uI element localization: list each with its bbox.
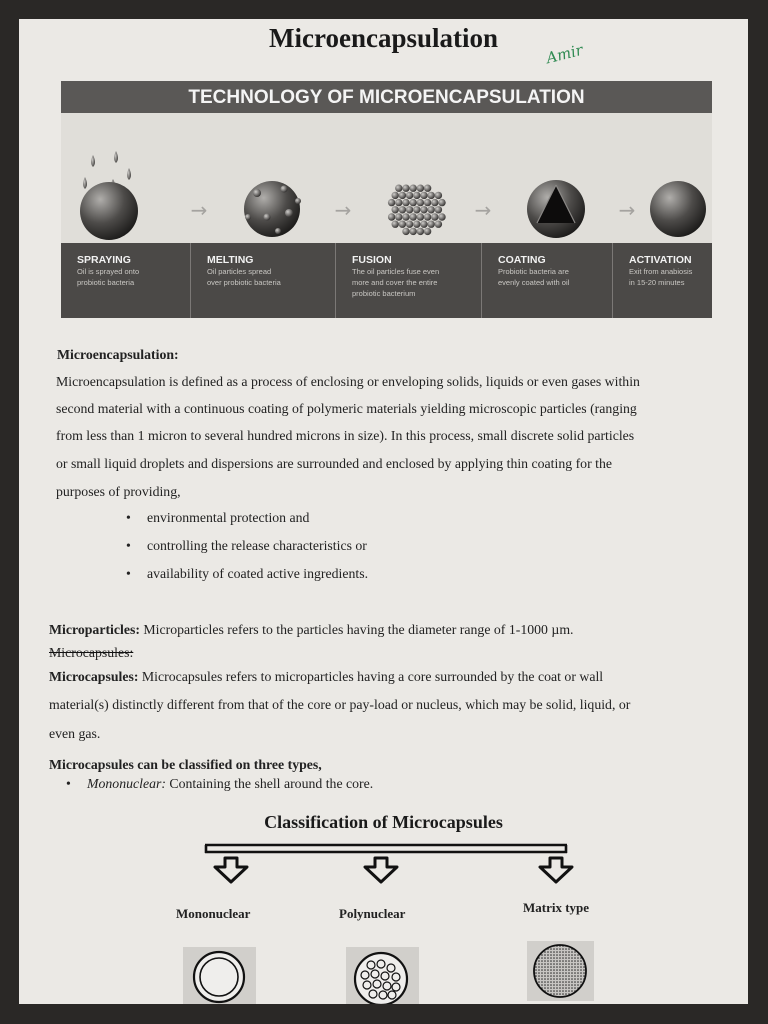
oil-bead bbox=[420, 192, 427, 199]
oil-bead bbox=[435, 206, 442, 213]
oil-bead bbox=[388, 199, 395, 206]
oil-bead bbox=[435, 192, 442, 199]
oil-bead bbox=[410, 185, 417, 192]
oil-bead bbox=[428, 192, 435, 199]
step-activation bbox=[613, 243, 712, 318]
step-description: more and cover the entire bbox=[352, 278, 438, 287]
oil-bead bbox=[388, 213, 395, 220]
step-description: probiotic bacteria bbox=[77, 278, 135, 287]
oil-bead bbox=[406, 221, 413, 228]
microcapsules-label: Microcapsules: bbox=[49, 669, 139, 684]
activation-stage-icon bbox=[650, 181, 706, 237]
step-title: SPRAYING bbox=[77, 254, 131, 266]
definition-line: from less than 1 micron to several hundred microns in size). In this process, small discrete solid particles bbox=[56, 428, 635, 443]
step-description: over probiotic bacteria bbox=[207, 278, 281, 287]
down-arrow-icon bbox=[215, 858, 247, 882]
oil-bead bbox=[392, 192, 399, 199]
oil-bead bbox=[431, 213, 438, 220]
oil-bead bbox=[406, 192, 413, 199]
oil-bead bbox=[413, 206, 420, 213]
microcapsules-definition-line bbox=[49, 668, 603, 686]
diagram-title: Classification of Microcapsules bbox=[264, 812, 503, 832]
step-title: MELTING bbox=[207, 254, 254, 266]
fusion-stage-icon bbox=[388, 185, 446, 236]
coating-stage-icon bbox=[527, 180, 585, 238]
oil-bead bbox=[395, 199, 402, 206]
struck-through-heading bbox=[49, 645, 133, 661]
oil-bead bbox=[438, 199, 445, 206]
definition-heading: Microencapsulation: bbox=[57, 347, 179, 362]
microparticles-label: Microparticles: bbox=[49, 622, 140, 637]
oil-bead bbox=[428, 221, 435, 228]
page-title: Microencapsulation bbox=[269, 23, 498, 53]
handwritten-signature: Amir bbox=[544, 40, 585, 68]
classification-bullet bbox=[66, 775, 374, 793]
arrow-icon: → bbox=[190, 198, 208, 222]
mononuclear-diagram bbox=[183, 947, 256, 1004]
down-arrow-icon bbox=[365, 858, 397, 882]
oil-bead bbox=[413, 221, 420, 228]
definition-line: purposes of providing, bbox=[56, 484, 181, 499]
microparticles-text: Microparticles refers to the particles having the diameter range of 1-1000 µm. bbox=[139, 622, 574, 637]
oil-bead bbox=[392, 206, 399, 213]
microcapsules-text: Microcapsules refers to microparticles having a core surrounded by the coat or wall bbox=[138, 669, 604, 684]
bullet-item: • availability of coated active ingredients. bbox=[147, 566, 368, 582]
arrow-icon: → bbox=[474, 198, 492, 222]
oil-bead bbox=[424, 228, 431, 235]
oil-bead bbox=[410, 228, 417, 235]
definition-line: or small liquid droplets and dispersions are surrounded and enclosed by applying thin coating for the bbox=[56, 456, 612, 471]
step-title: COATING bbox=[498, 254, 546, 266]
mononuclear-text: Containing the shell around the core. bbox=[165, 776, 374, 791]
arrow-icon: → bbox=[334, 198, 352, 222]
step-description: Oil particles spread bbox=[207, 267, 272, 276]
oil-bead bbox=[420, 221, 427, 228]
step-description: in 15-20 minutes bbox=[629, 278, 685, 287]
polynuclear-label: Polynuclear bbox=[339, 906, 406, 921]
mononuclear-label: Mononuclear: bbox=[87, 776, 166, 791]
oil-bead bbox=[402, 199, 409, 206]
polynuclear-diagram bbox=[346, 947, 419, 1004]
oil-bead bbox=[399, 206, 406, 213]
mononuclear-label: Mononuclear bbox=[176, 906, 251, 921]
bullet-item: • environmental protection and bbox=[147, 510, 309, 526]
infographic-banner: TECHNOLOGY OF MICROENCAPSULATION bbox=[61, 81, 712, 113]
matrix-type-label: Matrix type bbox=[523, 900, 590, 915]
bullet-dot: • bbox=[66, 776, 71, 791]
oil-bead bbox=[428, 206, 435, 213]
classification-heading: Microcapsules can be classified on three types, bbox=[49, 757, 322, 772]
step-description: Exit from anabiosis bbox=[629, 267, 693, 276]
oil-bead bbox=[420, 206, 427, 213]
oil-bead bbox=[395, 213, 402, 220]
oil-bead bbox=[410, 213, 417, 220]
oil-bead bbox=[417, 228, 424, 235]
oil-bead bbox=[402, 213, 409, 220]
stage-illustrations bbox=[61, 113, 712, 243]
definition-line: second material with a continuous coating of polymeric materials yielding microscopic particles (ranging bbox=[56, 401, 637, 416]
step-coating bbox=[482, 243, 613, 318]
oil-bead bbox=[431, 199, 438, 206]
spraying-stage-icon bbox=[80, 151, 138, 240]
microcapsules-definition-line: even gas. bbox=[49, 726, 101, 741]
oil-bead bbox=[417, 199, 424, 206]
step-description: evenly coated with oil bbox=[498, 278, 570, 287]
step-title: FUSION bbox=[352, 254, 392, 266]
arrow-icon: → bbox=[618, 198, 636, 222]
oil-bead bbox=[399, 192, 406, 199]
process-steps-bar bbox=[61, 243, 712, 318]
microencapsulation-infographic bbox=[61, 81, 712, 318]
microcapsules-definition-line: material(s) distinctly different from that of the core or pay-load or nucleus, which may be solid, liquid, or bbox=[49, 697, 631, 712]
down-arrow-icon bbox=[540, 858, 572, 882]
step-spraying bbox=[61, 243, 191, 318]
matrix-type-diagram bbox=[527, 941, 594, 1001]
oil-bead bbox=[402, 185, 409, 192]
oil-bead bbox=[413, 192, 420, 199]
oil-bead bbox=[417, 185, 424, 192]
step-description: Oil is sprayed onto bbox=[77, 267, 140, 276]
oil-bead bbox=[410, 199, 417, 206]
step-title: ACTIVATION bbox=[629, 254, 692, 266]
step-melting bbox=[191, 243, 336, 318]
bullet-item: • controlling the release characteristics or bbox=[147, 538, 367, 554]
oil-bead bbox=[435, 221, 442, 228]
document-page bbox=[19, 19, 748, 1004]
oil-bead bbox=[406, 206, 413, 213]
oil-bead bbox=[424, 199, 431, 206]
oil-bead bbox=[395, 185, 402, 192]
oil-bead bbox=[424, 185, 431, 192]
oil-bead bbox=[392, 221, 399, 228]
struck-heading-text: Microcapsules: bbox=[49, 645, 134, 660]
oil-bead bbox=[417, 213, 424, 220]
oil-bead bbox=[438, 213, 445, 220]
melting-stage-icon bbox=[244, 181, 301, 237]
step-description: The oil particles fuse even bbox=[352, 267, 440, 276]
oil-bead bbox=[402, 228, 409, 235]
step-description: Probiotic bacteria are bbox=[498, 267, 569, 276]
definition-line: Microencapsulation is defined as a process of enclosing or enveloping solids, liquids or even gases within bbox=[56, 374, 640, 389]
oil-bead bbox=[424, 213, 431, 220]
microparticles-definition bbox=[49, 621, 574, 639]
step-description: probiotic bacterium bbox=[352, 289, 416, 298]
step-fusion bbox=[336, 243, 482, 318]
oil-bead bbox=[399, 221, 406, 228]
